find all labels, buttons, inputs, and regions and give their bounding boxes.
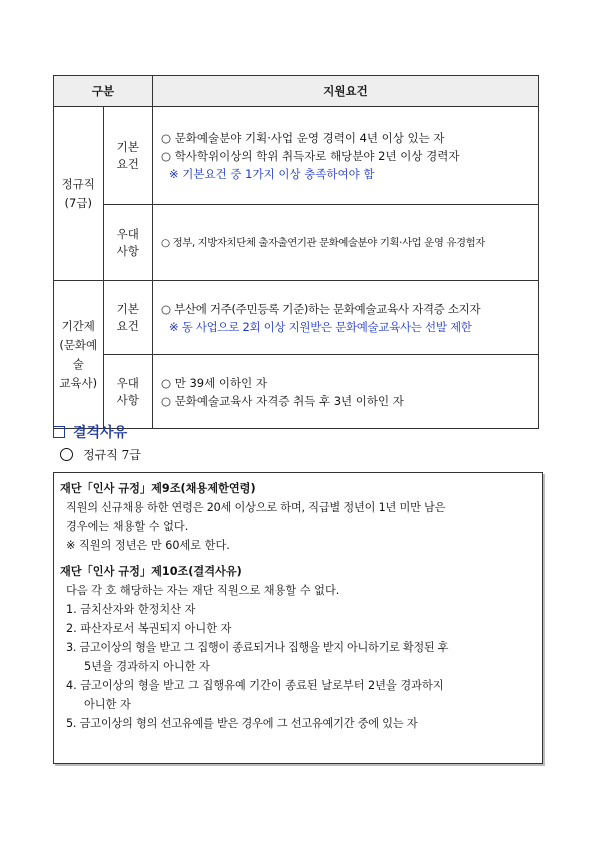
requirement-line: ○ 문화예술교육사 자격증 취득 후 3년 이하인 자 [161, 393, 404, 408]
requirements-content [153, 281, 539, 355]
circle-bullet-icon [60, 448, 73, 461]
requirement-note: ※ 동 사업으로 2회 이상 지원받은 문화예술교육사는 선발 제한 [169, 319, 472, 334]
category-line: (문화예술 [59, 337, 98, 371]
table-row [54, 281, 539, 355]
header-requirements: 지원요건 [153, 76, 539, 107]
rule-note: ※ 직원의 정년은 만 60세로 한다. [66, 539, 230, 552]
sub-label-line: 우대 [116, 226, 139, 241]
square-bullet-icon [53, 426, 65, 438]
table-row [54, 355, 539, 429]
rule-item: 1. 금치산자와 한정치산 자 [66, 603, 196, 616]
requirement-note: ※ 기본요건 중 1가지 이상 충족하여야 함 [169, 166, 375, 181]
sub-label-line: 요건 [116, 156, 139, 171]
category-line: 교육사) [59, 375, 98, 390]
requirements-content [153, 205, 539, 281]
category-line: (7급) [64, 195, 92, 210]
requirement-line: ○ 만 39세 이하인 자 [161, 375, 267, 390]
category-contract [54, 281, 104, 429]
rule-item: 아니한 자 [84, 698, 131, 711]
table-row [54, 205, 539, 281]
sub-label-line: 우대 [116, 375, 139, 390]
subsection-title [60, 446, 141, 463]
category-line: 정규직 [61, 176, 95, 191]
requirements-content [153, 107, 539, 205]
table-row [54, 107, 539, 205]
rule-heading: 재단「인사 규정」제9조(채용제한연령) [60, 482, 256, 495]
requirements-content [153, 355, 539, 429]
category-line: 기간제 [61, 318, 95, 333]
requirement-line: ○ 학사학위이상의 학위 취득자로 해당분야 2년 이상 경력자 [161, 148, 460, 163]
table-header-row [54, 76, 539, 107]
sub-label-line: 사항 [116, 243, 139, 258]
rule-item: 4. 금고이상의 형을 받고 그 집행유예 기간이 종료된 날로부터 2년을 경과하지 [66, 679, 444, 692]
rule-item: 3. 금고이상의 형을 받고 그 집행이 종료되거나 집행을 받지 아니하기로 확정된 후 [66, 641, 449, 654]
sub-label-preferred [103, 205, 153, 281]
sub-label-line: 요건 [116, 318, 139, 333]
requirement-line: ○ 정부, 지방자치단체 출자출연기관 문화예술분야 기획·사업 운영 유경험자 [161, 236, 485, 249]
requirements-table [53, 75, 539, 429]
rule-text: 다음 각 호 해당하는 자는 재단 직원으로 채용할 수 없다. [66, 584, 340, 597]
requirement-line: ○ 부산에 거주(주민등록 기준)하는 문화예술교육사 자격증 소지자 [161, 301, 481, 316]
sub-label-line: 기본 [116, 301, 139, 316]
sub-label-preferred [103, 355, 153, 429]
rule-text: 경우에는 채용할 수 없다. [66, 520, 189, 533]
sub-label-line: 기본 [116, 139, 139, 154]
sub-label-basic [103, 281, 153, 355]
rule-item: 5년을 경과하지 아니한 자 [84, 660, 210, 673]
requirement-line: ○ 문화예술분야 기획·사업 운영 경력이 4년 이상 있는 자 [161, 130, 445, 145]
rule-text: 직원의 신규채용 하한 연령은 20세 이상으로 하며, 직급별 정년이 1년 미만 남은 [66, 501, 446, 514]
rule-item: 5. 금고이상의 형의 선고유예를 받은 경우에 그 선고유예기간 중에 있는 자 [66, 717, 418, 730]
subsection-title-text: 정규직 7급 [83, 448, 141, 462]
header-category: 구분 [54, 76, 153, 107]
rule-item: 2. 파산자로서 복권되지 아니한 자 [66, 622, 232, 635]
section-title-text: 결격사유 [73, 425, 128, 441]
regulation-box [53, 472, 543, 764]
rule-heading: 재단「인사 규정」제10조(결격사유) [60, 565, 242, 578]
category-regular [54, 107, 104, 281]
sub-label-line: 사항 [116, 392, 139, 407]
section-title [53, 422, 127, 442]
sub-label-basic [103, 107, 153, 205]
